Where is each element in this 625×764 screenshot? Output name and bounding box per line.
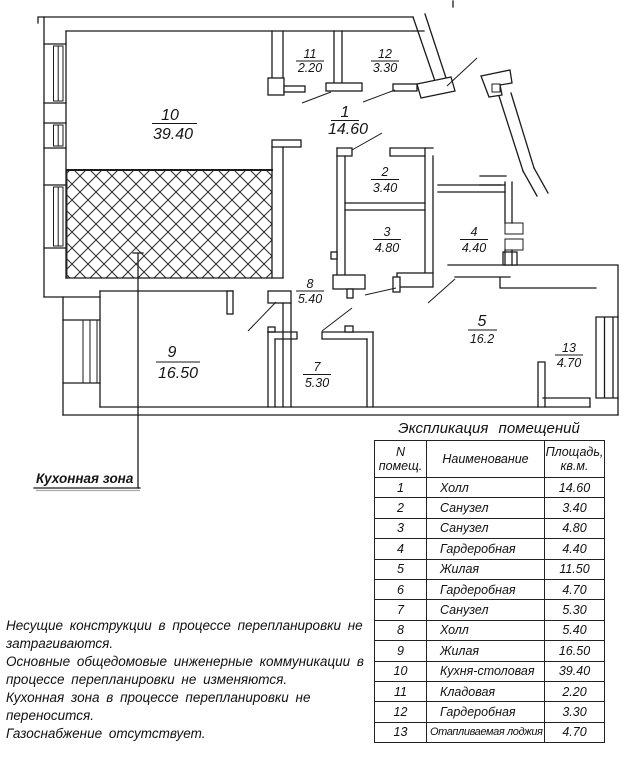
room-name: Санузел bbox=[427, 498, 545, 518]
room-area: 16.50 bbox=[157, 365, 199, 382]
table-row bbox=[375, 702, 605, 722]
room-name: Санузел bbox=[427, 518, 545, 538]
room-no: 9 bbox=[375, 641, 427, 661]
kitchen-zone-hatch bbox=[67, 170, 272, 278]
room-number: 12 bbox=[378, 47, 392, 61]
room-label-11 bbox=[296, 47, 324, 75]
room-name: Санузел bbox=[427, 600, 545, 620]
table-header-row bbox=[375, 441, 605, 478]
room-area: 39.40 bbox=[545, 661, 605, 681]
room-area: 5.40 bbox=[297, 292, 323, 306]
room-area: 5.30 bbox=[304, 376, 330, 390]
room-no: 1 bbox=[375, 478, 427, 498]
room-name: Кладовая bbox=[427, 681, 545, 701]
room-area: 39.40 bbox=[152, 126, 194, 143]
room-name: Отапливаемая лоджия bbox=[427, 722, 545, 742]
table-row bbox=[375, 478, 605, 498]
room-area: 4.70 bbox=[545, 579, 605, 599]
room-name: Холл bbox=[427, 478, 545, 498]
room-area: 5.30 bbox=[545, 600, 605, 620]
col-header-name: Наименование bbox=[427, 441, 545, 478]
room-name: Гардеробная bbox=[427, 702, 545, 722]
room-label-3 bbox=[373, 225, 401, 255]
room-label-4 bbox=[460, 225, 488, 255]
room-no: 7 bbox=[375, 600, 427, 620]
room-area: 5.40 bbox=[545, 620, 605, 640]
room-number: 3 bbox=[383, 225, 391, 239]
room-area: 4.40 bbox=[461, 241, 487, 255]
room-label-10 bbox=[152, 107, 197, 143]
room-area: 14.60 bbox=[327, 121, 369, 138]
room-no: 4 bbox=[375, 539, 427, 559]
room-number: 8 bbox=[306, 277, 314, 291]
explication-table bbox=[374, 440, 605, 743]
room-label-7 bbox=[303, 360, 331, 390]
room-area: 4.80 bbox=[374, 241, 400, 255]
room-no: 12 bbox=[375, 702, 427, 722]
room-name: Жилая bbox=[427, 641, 545, 661]
room-number: 4 bbox=[470, 225, 478, 239]
note-line: Основные общедомовые инженерные коммуникации в процессе перепланировки не изменяются. bbox=[6, 653, 364, 687]
room-area: 4.40 bbox=[545, 539, 605, 559]
room-area: 16.50 bbox=[545, 641, 605, 661]
note-line: Газоснабжение отсутствует. bbox=[6, 725, 206, 741]
kitchen-zone-label: Кухонная зона bbox=[36, 471, 134, 486]
room-name: Холл bbox=[427, 620, 545, 640]
table-row bbox=[375, 722, 605, 742]
room-number: 10 bbox=[161, 107, 179, 124]
table-row bbox=[375, 539, 605, 559]
room-number: 13 bbox=[562, 341, 576, 355]
room-name: Жилая bbox=[427, 559, 545, 579]
room-name: Гардеробная bbox=[427, 579, 545, 599]
col-header-number: N помещ. bbox=[375, 441, 427, 478]
room-number: 1 bbox=[340, 104, 350, 121]
table-row bbox=[375, 661, 605, 681]
room-number: 5 bbox=[477, 313, 487, 330]
room-no: 10 bbox=[375, 661, 427, 681]
table-row bbox=[375, 600, 605, 620]
room-no: 11 bbox=[375, 681, 427, 701]
room-label-1 bbox=[328, 104, 368, 138]
room-area: 3.30 bbox=[372, 61, 398, 75]
table-row bbox=[375, 641, 605, 661]
explication-section bbox=[374, 420, 604, 743]
room-area: 2.20 bbox=[545, 681, 605, 701]
room-label-8 bbox=[296, 277, 324, 306]
room-number: 11 bbox=[303, 47, 317, 61]
table-row bbox=[375, 620, 605, 640]
col-header-area: Площадь, кв.м. bbox=[545, 441, 605, 478]
room-name: Кухня-столовая bbox=[427, 661, 545, 681]
room-area: 4.70 bbox=[556, 356, 582, 370]
room-area: 3.40 bbox=[372, 181, 398, 195]
room-number: 7 bbox=[313, 360, 321, 374]
room-no: 6 bbox=[375, 579, 427, 599]
room-area: 14.60 bbox=[545, 478, 605, 498]
room-area: 3.30 bbox=[545, 702, 605, 722]
room-area: 16.2 bbox=[469, 332, 495, 346]
room-area: 4.70 bbox=[545, 722, 605, 742]
room-area: 4.80 bbox=[545, 518, 605, 538]
room-area: 2.20 bbox=[297, 61, 323, 75]
note-line: Несущие конструкции в процессе перепланировки не затрагиваются. bbox=[6, 618, 363, 651]
room-name: Гардеробная bbox=[427, 539, 545, 559]
room-no: 13 bbox=[375, 722, 427, 742]
room-area: 3.40 bbox=[545, 498, 605, 518]
room-no: 8 bbox=[375, 620, 427, 640]
table-row bbox=[375, 579, 605, 599]
room-no: 3 bbox=[375, 518, 427, 538]
room-area: 11.50 bbox=[545, 559, 605, 579]
room-number: 2 bbox=[381, 165, 389, 179]
notes bbox=[6, 617, 372, 743]
room-number: 9 bbox=[167, 344, 177, 361]
room-label-5 bbox=[468, 313, 497, 346]
room-no: 5 bbox=[375, 559, 427, 579]
kitchen-zone-leader bbox=[34, 253, 143, 491]
room-no: 2 bbox=[375, 498, 427, 518]
room-label-9 bbox=[156, 344, 200, 382]
room-label-2 bbox=[371, 165, 399, 195]
table-row bbox=[375, 559, 605, 579]
table-row bbox=[375, 518, 605, 538]
table-title: Экспликация помещений bbox=[398, 420, 580, 437]
note-line: Кухонная зона в процессе перепланировки не переносится. bbox=[6, 689, 311, 723]
table-row bbox=[375, 498, 605, 518]
room-label-12 bbox=[371, 47, 399, 75]
table-row bbox=[375, 681, 605, 701]
room-label-13 bbox=[555, 341, 583, 370]
